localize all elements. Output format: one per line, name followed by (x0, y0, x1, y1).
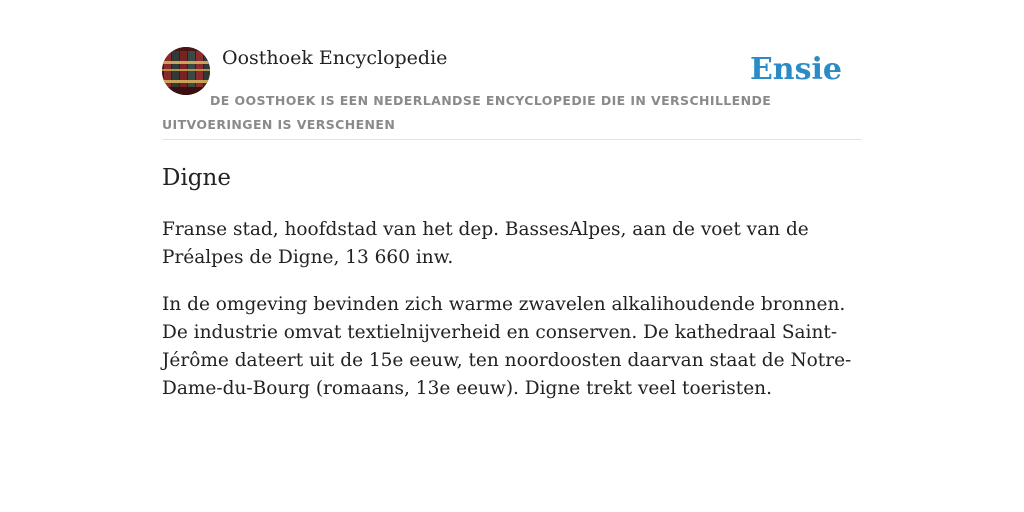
books-image (162, 47, 210, 95)
article-title: Digne (162, 165, 231, 191)
page (162, 0, 862, 512)
ensie-logo[interactable]: Ensie (749, 52, 842, 87)
site-title[interactable]: Oosthoek Encyclopedie (222, 47, 448, 69)
article-paragraph: In de omgeving bevinden zich warme zwavelen alkalihoudende bronnen. De industrie omvat textielnijverheid en conserven. De kathedraal Saint-Jérôme dateert uit de 15e eeuw, ten noordoosten daarvan staat de Notre-Dame-du-Bourg (romaans, 13e eeuw). Digne trekt veel toeristen. (162, 294, 852, 399)
site-tagline: DE OOSTHOEK IS EEN NEDERLANDSE ENCYCLOPEDIE DIE IN VERSCHILLENDE UITVOERINGEN IS VERSCHENEN (162, 93, 772, 132)
header-divider (162, 139, 862, 140)
article-paragraph: Franse stad, hoofdstad van het dep. BassesAlpes, aan de voet van de Préalpes de Digne, 13 660 inw. (162, 219, 809, 268)
article-body (162, 216, 862, 422)
encyclopedia-books-avatar[interactable] (162, 47, 210, 95)
